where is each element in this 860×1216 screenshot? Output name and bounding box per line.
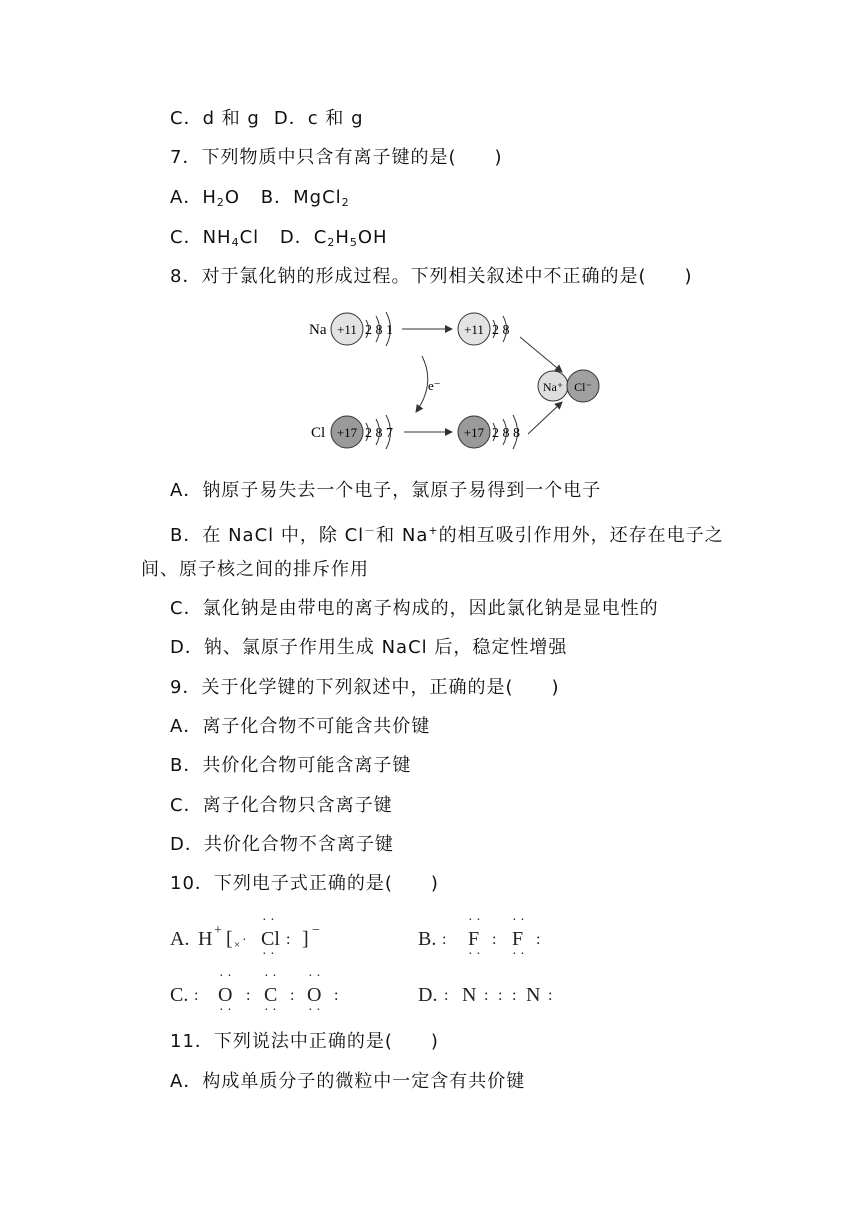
q10-a-dot-left: · xyxy=(242,933,247,948)
na-electron-config: 2 8 1 xyxy=(365,323,393,338)
q6-option-c: C．d 和 g xyxy=(170,108,260,129)
na-ion-nucleus-charge: +11 xyxy=(464,322,484,337)
q8-option-a: A．钠原子易失去一个电子，氯原子易得到一个电子 xyxy=(170,480,602,501)
q10-option-a-label: A. xyxy=(170,928,190,950)
q8-option-d: D．钠、氯原子作用生成 NaCl 后，稳定性增强 xyxy=(170,637,568,658)
q7-options-cd xyxy=(170,226,388,255)
nacl-formation-diagram xyxy=(300,302,612,452)
cl-ion-symbol: Cl⁻ xyxy=(574,380,592,394)
q10-a-minus: − xyxy=(312,923,320,938)
na-ion-electron-config: 2 8 xyxy=(492,323,510,338)
q8-stem: 8．对于氯化钠的形成过程。下列相关叙述中不正确的是( ) xyxy=(170,266,693,287)
q10-c-dots-top-1: · · xyxy=(219,969,232,984)
q10-c-colon-4: : xyxy=(334,987,339,1004)
q10-b-dots-top-2: · · xyxy=(512,913,525,928)
q10-c-o2: O xyxy=(307,984,322,1006)
q10-a-right-bracket: ] xyxy=(302,928,309,950)
cl-ion-electron-config: 2 8 8 xyxy=(492,426,520,441)
q8-option-b: B．在 NaCl 中，除 Cl－和 Na+的相互吸引作用外，还存在电子之 xyxy=(170,524,724,546)
q10-a-dots-bottom: · · xyxy=(262,947,275,962)
q6-option-d: D．c 和 g xyxy=(273,108,364,129)
q10-a-cl: Cl xyxy=(261,928,280,950)
q10-b-dots-bottom-2: · · xyxy=(512,947,525,962)
q10-b-colon-3: : xyxy=(536,931,541,948)
q9-option-d: D．共价化合物不含离子键 xyxy=(170,834,394,855)
cl-ion-nucleus-charge: +17 xyxy=(463,425,485,440)
q11-option-a: A．构成单质分子的微粒中一定含有共价键 xyxy=(170,1071,526,1092)
q10-option-c-label: C. xyxy=(170,984,189,1006)
na-to-ion-arrow xyxy=(520,337,562,372)
cl-electron-config: 2 8 7 xyxy=(365,426,393,441)
q7-option-d: D．$C_2H_5OH$ xyxy=(279,227,388,249)
q10-a-dots-top: · · xyxy=(262,913,275,928)
q10-b-dots-top-1: · · xyxy=(468,913,481,928)
cl-atom-label: Cl xyxy=(311,425,326,441)
q7-option-c: C．$NH_4Cl$ xyxy=(170,227,260,249)
q10-b-dots-bottom-1: · · xyxy=(468,947,481,962)
q11-stem: 11．下列说法中正确的是( ) xyxy=(170,1031,439,1052)
q10-c-colon-1: : xyxy=(194,987,199,1004)
q10-option-b-label: B. xyxy=(418,928,437,950)
q6-options xyxy=(170,107,364,131)
q9-option-b: B．共价化合物可能含离子键 xyxy=(170,755,412,776)
q10-c-colon-2: : xyxy=(246,987,251,1004)
q10-b-colon-1: : xyxy=(442,931,447,948)
q9-option-a: A．离子化合物不可能含共价键 xyxy=(170,716,431,737)
q10-a-left-bracket: [ xyxy=(226,928,233,950)
q10-c-c: C xyxy=(264,984,278,1006)
q9-option-c: C．离子化合物只含离子键 xyxy=(170,795,393,816)
q7-stem: 7．下列物质中只含有离子键的是( ) xyxy=(170,147,503,168)
cl-nucleus-charge: +17 xyxy=(336,425,358,440)
q7-options-ab xyxy=(170,186,350,215)
q10-b-f2: F xyxy=(512,928,524,950)
q10-c-dots-bottom-3: · · xyxy=(308,1003,321,1013)
q8-option-c: C．氯化钠是由带电的离子构成的，因此氯化钠是显电性的 xyxy=(170,598,659,619)
q10-c-colon-3: : xyxy=(290,987,295,1004)
q10-a-h: H xyxy=(198,928,213,950)
q10-c-dots-top-2: · · xyxy=(264,969,277,984)
q10-a-cross: × xyxy=(234,939,241,951)
q10-c-dots-bottom-1: · · xyxy=(219,1003,232,1013)
q7-option-b: B．MgCl$_2$ xyxy=(260,187,350,209)
q10-stem: 10．下列电子式正确的是( ) xyxy=(170,873,439,894)
electron-transfer-arrow xyxy=(416,356,428,412)
q10-a-colon-right: : xyxy=(286,931,291,948)
q10-d-colon-5: : xyxy=(548,987,553,1004)
electron-label: e⁻ xyxy=(428,378,441,393)
cl-to-ion-arrow xyxy=(528,402,562,434)
q10-c-o1: O xyxy=(218,984,233,1006)
na-nucleus-charge: +11 xyxy=(337,322,357,337)
q10-c-dots-top-3: · · xyxy=(308,969,321,984)
q9-stem: 9．关于化学键的下列叙述中，正确的是( ) xyxy=(170,677,560,698)
q10-option-d-label: D. xyxy=(418,984,438,1006)
q10-d-colon-2: : xyxy=(484,987,489,1004)
q10-d-colon-3: : xyxy=(498,987,503,1004)
q10-d-n2: N xyxy=(526,984,541,1006)
q10-d-colon-1: : xyxy=(444,987,449,1004)
electron-formula-options xyxy=(168,908,588,1013)
na-ion-symbol: Na⁺ xyxy=(542,380,564,394)
na-atom-label: Na xyxy=(309,322,327,338)
q10-a-plus: + xyxy=(214,923,222,938)
q10-d-n1: N xyxy=(462,984,477,1006)
q10-b-f1: F xyxy=(468,928,480,950)
q10-b-colon-2: : xyxy=(492,931,497,948)
q7-option-a: A．$H_2O$ xyxy=(170,187,241,209)
q8-option-b-continued: 间、原子核之间的排斥作用 xyxy=(141,559,369,580)
q10-d-colon-4: : xyxy=(512,987,517,1004)
q10-c-dots-bottom-2: · · xyxy=(264,1003,277,1013)
